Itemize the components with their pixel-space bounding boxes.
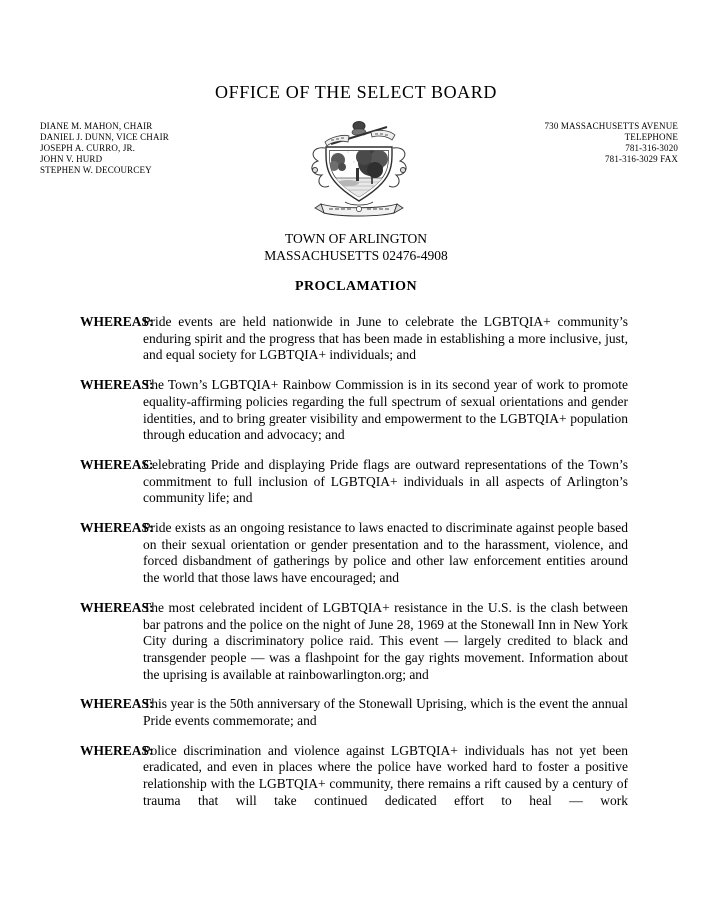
- town-name: TOWN OF ARLINGTON: [284, 231, 427, 246]
- whereas-text: The Town’s LGBTQIA+ Rainbow Commission is in its second year of work to promote equality-affirming policies regarding the full spectrum of sexual orientations and gender identities, and to bring greater visibility and empowerment to the LGBTQIA+ population through education and advocacy; and: [143, 377, 628, 443]
- whereas-label: WHEREAS:: [80, 696, 154, 712]
- contact-address: 730 MASSACHUSETTS AVENUE: [544, 121, 678, 131]
- whereas-text: Police discrimination and violence against LGBTQIA+ individuals has not yet been eradicated, and even in places where the police have worked hard to foster a positive relationship with the LGBTQIA+ community, there remains a rift caused by a century of trauma that will take continued dedicated effort to heal — work: [143, 742, 628, 808]
- town-zip: MASSACHUSETTS 02476-4908: [264, 247, 448, 263]
- contact-phone: 781-316-3020: [625, 143, 678, 153]
- whereas-clause: [80, 520, 628, 587]
- contact-info: [545, 121, 678, 165]
- page-title: OFFICE OF THE SELECT BOARD: [215, 82, 497, 102]
- whereas-clause: [80, 457, 628, 507]
- whereas-clause: [80, 600, 628, 684]
- whereas-label: WHEREAS:: [80, 520, 154, 536]
- official-name: DIANE M. MAHON, CHAIR: [40, 121, 153, 131]
- whereas-clause: [80, 314, 628, 364]
- proclamation-heading: PROCLAMATION: [295, 279, 417, 294]
- contact-telephone-label: TELEPHONE: [624, 132, 678, 142]
- whereas-text: The most celebrated incident of LGBTQIA+ resistance in the U.S. is the clash between bar patrons and the police on the night of June 28, 1969 at the Stonewall Inn in New York City during a discriminatory police raid. This event — largely credited to black and transgender people — was a flashpoint for the gay rights movement. Information about the uprising is available at rainbowarlington.org; and: [143, 599, 628, 682]
- whereas-label: WHEREAS:: [80, 456, 154, 472]
- whereas-label: WHEREAS:: [80, 742, 154, 758]
- officials-list: [40, 121, 169, 176]
- official-name: JOHN V. HURD: [40, 154, 103, 164]
- whereas-text: This year is the 50th anniversary of the Stonewall Uprising, which is the event the annual Pride events commemorate; and: [143, 696, 628, 729]
- whereas-text: Celebrating Pride and displaying Pride flags are outward representations of the Town’s commitment to full inclusion of LGBTQIA+ individuals in all aspects of Arlington’s community life; and: [143, 456, 628, 506]
- whereas-text: Pride events are held nationwide in June to celebrate the LGBTQIA+ community’s enduring spirit and the progress that has been made in establishing a more inclusive, just, and equal society for LGBTQIA+ individuals; and: [143, 314, 628, 363]
- seal-shield: [326, 147, 392, 201]
- whereas-clauses: [80, 314, 628, 810]
- seal-banner: [315, 202, 403, 216]
- whereas-label: WHEREAS:: [80, 377, 154, 393]
- town-seal-icon: [301, 118, 419, 220]
- official-name: DANIEL J. DUNN, VICE CHAIR: [40, 132, 169, 142]
- official-name: STEPHEN W. DECOURCEY: [40, 165, 152, 175]
- whereas-clause: [80, 377, 628, 444]
- whereas-text: Pride exists as an ongoing resistance to laws enacted to discriminate against people based on their sexual orientation or gender presentation and to the harassment, violence, and forced disbandment of gatherings by police and other law enforcement entities around the world that those laws have encouraged; and: [143, 520, 628, 586]
- whereas-label: WHEREAS:: [80, 314, 154, 329]
- official-name: JOSEPH A. CURRO, JR.: [40, 143, 136, 153]
- town-address-block: [0, 231, 712, 265]
- whereas-label: WHEREAS:: [80, 599, 154, 615]
- contact-fax: 781-316-3029 FAX: [605, 154, 678, 164]
- whereas-clause: [80, 696, 628, 729]
- whereas-clause: [80, 743, 628, 810]
